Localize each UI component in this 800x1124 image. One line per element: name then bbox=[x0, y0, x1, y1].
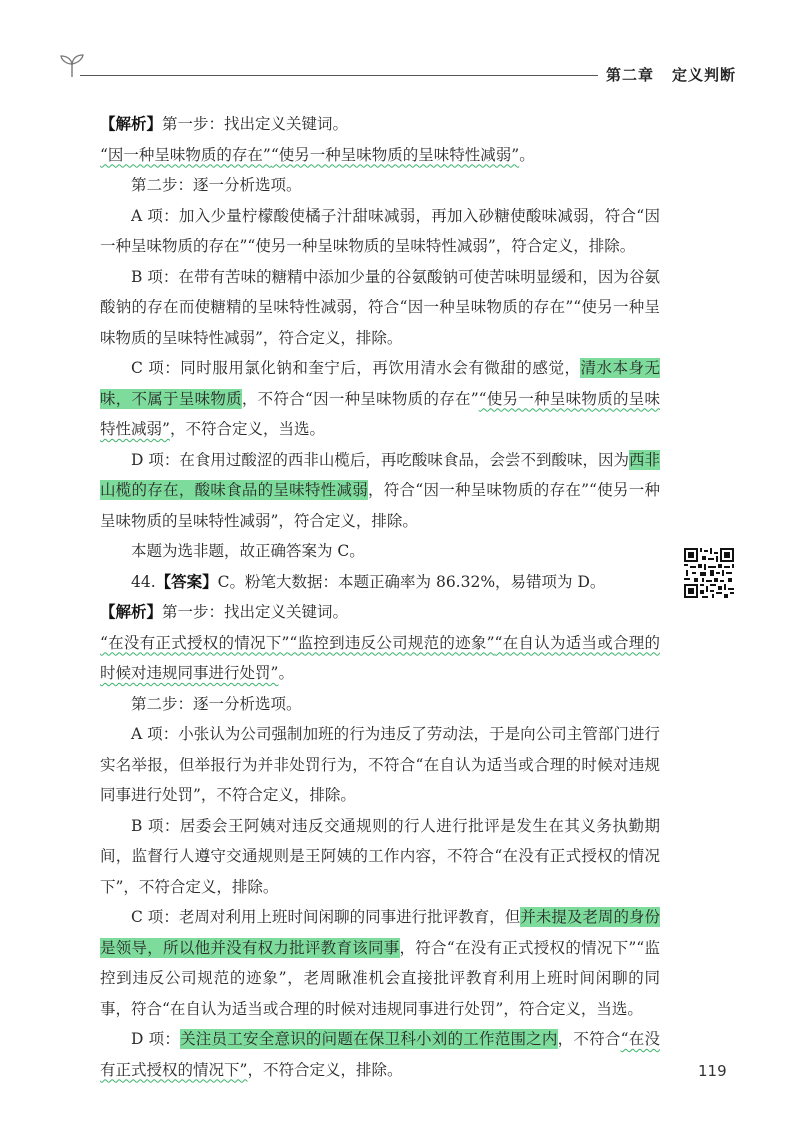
highlight: 关注员工安全意识的问题在保卫科小刘的工作范围之内 bbox=[180, 1030, 558, 1048]
keyword: “因一种呈味物质的存在” bbox=[100, 145, 271, 164]
keyword: “使另一种呈味物质的呈味特性减弱” bbox=[270, 145, 520, 164]
highlight: 并未提及老周的身份是领导，所以他并没有权力批评教育该同事 bbox=[100, 908, 660, 957]
q43-step2: 第二步：逐一分析选项。 bbox=[131, 176, 302, 194]
highlight: 清水本身无味，不属于呈味物质 bbox=[100, 359, 660, 408]
q43-option-c: C 项：同时服用氯化钠和奎宁后，再饮用清水会有微甜的感觉，清水本身无味，不属于呈味物质，不符合“因一种呈味物质的存在”“使另一种呈味物质的呈味特性减弱”，不符合定义，当选。 bbox=[100, 359, 660, 438]
header-rule bbox=[80, 75, 598, 76]
highlight: 西非山榄的存在，酸味食品的呈味特性减弱 bbox=[100, 450, 660, 499]
keyword: “在自认为适当或合理的时候对违规同事进行处罚” bbox=[100, 633, 660, 682]
q44-option-c: C 项：老周对利用上班时间闲聊的同事进行批评教育，但并未提及老周的身份是领导，所以他并没有权力批评教育该同事，符合“在没有正式授权的情况下”“监控到违反公司规范的迹象”，老周瞅准机会直接批评教育利用上班时间闲聊的同事，符合“在自认为适当或合理的时候对违规同事进行处罚”，符合定义，当选。 bbox=[100, 908, 660, 1018]
q43-option-b: B 项：在带有苦味的糖精中添加少量的谷氨酸钠可使苦味明显缓和，因为谷氨酸钠的存在而使糖精的呈味特性减弱，符合“因一种呈味物质的存在”“使另一种呈味物质的呈味特性减弱”，符合定义，排除。 bbox=[100, 267, 660, 347]
q43-keywords: “因一种呈味物质的存在”“使另一种呈味物质的呈味特性减弱”。 bbox=[100, 145, 535, 164]
qr-code-icon[interactable] bbox=[684, 548, 734, 598]
chapter-number: 第二章 bbox=[606, 66, 655, 84]
analysis-label: 【解析】 bbox=[100, 114, 163, 133]
q43-option-a: A 项：加入少量柠檬酸使橘子汁甜味减弱，再加入砂糖使酸味减弱，符合“因一种呈味物质的存在”“使另一种呈味物质的呈味特性减弱”，符合定义，排除。 bbox=[100, 206, 660, 255]
q43-option-d: D 项：在食用过酸涩的西非山榄后，再吃酸味食品，会尝不到酸味，因为西非山榄的存在，酸味食品的呈味特性减弱，符合“因一种呈味物质的存在”“使另一种呈味物质的呈味特性减弱”，符合定义，排除。 bbox=[100, 450, 660, 530]
page-body bbox=[100, 109, 660, 1085]
answer-label: 【答案】 bbox=[155, 571, 218, 591]
chapter-title: 定义判断 bbox=[672, 66, 737, 84]
analysis-label: 【解析】 bbox=[100, 602, 163, 621]
q44-step2: 第二步：逐一分析选项。 bbox=[131, 694, 302, 713]
page-number: 119 bbox=[698, 1062, 727, 1080]
keyword: “监控到违反公司规范的迹象” bbox=[289, 633, 495, 652]
q44-answer: 44.【答案】C。粉笔大数据：本题正确率为 86.32%，易错项为 D。 bbox=[131, 571, 606, 591]
q43-analysis-step1: 【解析】第一步：找出定义关键词。 bbox=[100, 114, 349, 133]
keyword: “在没有正式授权的情况下” bbox=[100, 633, 290, 652]
q44-option-b: B 项：居委会王阿姨对违反交通规则的行人进行批评是发生在其义务执勤期间，监督行人遵守交通规则是王阿姨的工作内容，不符合“在没有正式授权的情况下”，不符合定义，排除。 bbox=[100, 816, 660, 896]
q44-option-d: D 项：关注员工安全意识的问题在保卫科小刘的工作范围之内，不符合“在没有正式授权的情况下”，不符合定义，排除。 bbox=[100, 1030, 660, 1079]
q44-keywords: “在没有正式授权的情况下”“监控到违反公司规范的迹象”“在自认为适当或合理的时候对违规同事进行处罚”。 bbox=[100, 633, 660, 682]
keyword: “使另一种呈味物质的呈味特性减弱” bbox=[100, 389, 660, 438]
keyword: “在没有正式授权的情况下” bbox=[100, 1030, 660, 1079]
q43-conclusion: 本题为选非题，故正确答案为 C。 bbox=[131, 542, 365, 560]
q44-analysis-step1: 【解析】第一步：找出定义关键词。 bbox=[100, 602, 349, 621]
q44-option-a: A 项：小张认为公司强制加班的行为违反了劳动法，于是向公司主管部门进行实名举报，但举报行为并非处罚行为，不符合“在自认为适当或合理的时候对违规同事进行处罚”，不符合定义，排除。 bbox=[100, 725, 660, 804]
question-number: 44. bbox=[131, 572, 156, 591]
chapter-header bbox=[606, 64, 736, 85]
